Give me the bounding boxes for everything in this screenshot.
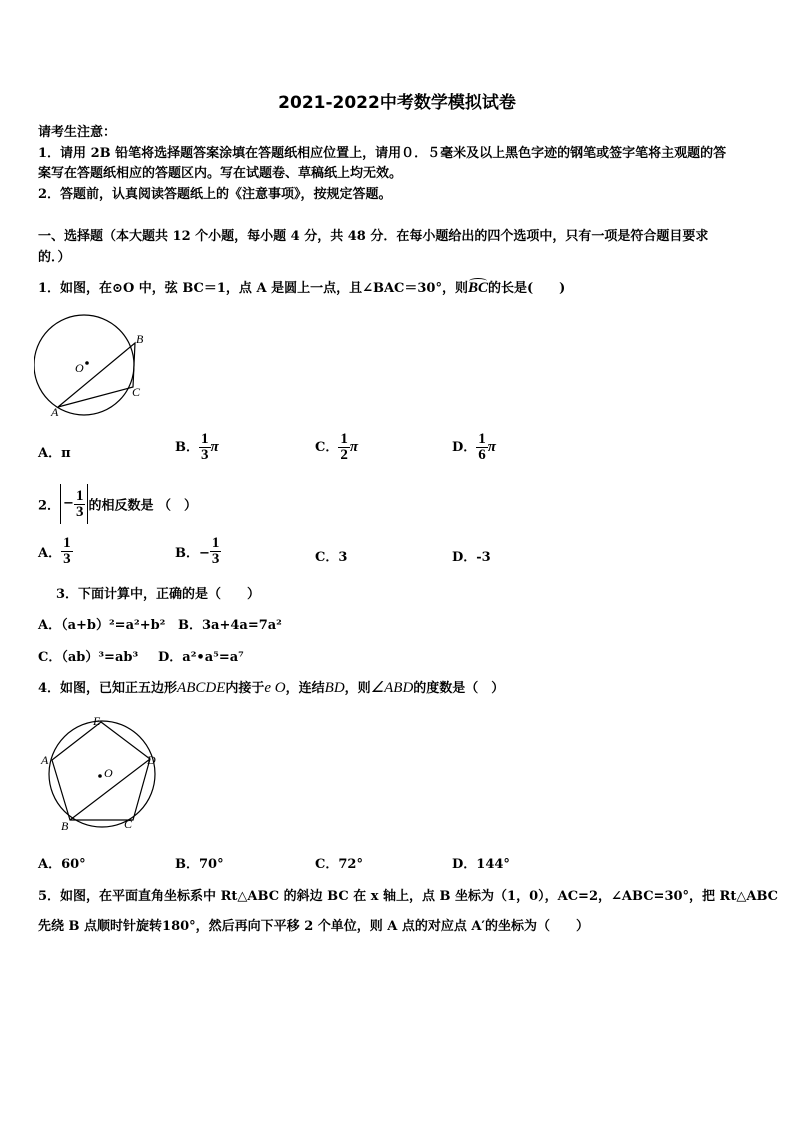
- q1-option-d-den: 6: [478, 447, 486, 463]
- q1-option-c-num: 1: [340, 431, 348, 447]
- q4-circle: [49, 721, 155, 827]
- q4-stem-a: 4．如图，已知正五边形: [38, 681, 178, 696]
- q1-option-d-pi: π: [487, 439, 496, 455]
- notice-line-2: 案写在答题纸相应的答题区内。写在试题卷、草稿纸上均无效。: [38, 166, 403, 181]
- q2-abs-sign: −: [63, 496, 74, 511]
- q4-label-c: C: [124, 817, 133, 831]
- q2-option-b-num: 1: [211, 535, 220, 551]
- q3-option-c: C．（ab）³=ab³: [38, 650, 139, 665]
- q2-option-a-num: 1: [63, 535, 71, 551]
- q1-option-c-prefix: C．: [315, 440, 339, 455]
- q4-stem-d: ，则: [344, 681, 371, 696]
- q1-option-b-prefix: B．: [175, 440, 199, 455]
- q4-stem-c: ，连结: [285, 681, 325, 696]
- q1-option-d-fraction: [476, 432, 488, 463]
- q3-option-b: B．3a+4a=7a²: [178, 618, 282, 633]
- q1-option-d: [452, 432, 496, 463]
- q1-option-c-den: 2: [340, 447, 348, 463]
- page-title: 2021-2022中考数学模拟试卷: [278, 93, 516, 113]
- q4-label-e: E: [93, 714, 101, 728]
- q2-prefix: 2．: [38, 498, 61, 514]
- q4-stem-b: 内接于: [225, 681, 265, 696]
- q2-fraction: [74, 489, 86, 520]
- q4-label-a: A: [41, 753, 49, 767]
- q4-angle-name: ∠ABD: [370, 680, 414, 696]
- q2-option-b-fraction: [210, 536, 222, 567]
- q1-option-d-prefix: D．: [452, 440, 477, 455]
- q4-label-d: D: [147, 753, 156, 767]
- q1-arc-label: BC: [467, 280, 488, 296]
- q4-center-point: [98, 774, 102, 778]
- q5-stem-line-1: 5．如图，在平面直角坐标系中 Rt△ABC 的斜边 BC 在 x 轴上，点 B 坐标为（1，0），AC=2，∠ABC=30°，把 Rt△ABC: [38, 889, 779, 904]
- q2-stem-end: 的相反数是 （ ）: [88, 498, 197, 514]
- q2-option-a-prefix: A．: [38, 546, 62, 561]
- q3-option-d: D．a²•a⁵=a⁷: [158, 650, 244, 665]
- notice-heading: 请考生注意：: [38, 125, 117, 140]
- q1-label-o: O: [75, 361, 84, 375]
- section-heading-line-1: 一、选择题（本大题共 12 个小题，每小题 4 分，共 48 分．在每小题给出的四个选项中，只有一项是符合题目要求: [38, 229, 709, 244]
- q1-option-b-fraction: [199, 432, 211, 463]
- q2-option-b-prefix: B．−: [175, 546, 210, 561]
- q1-option-d-num: 1: [478, 431, 486, 447]
- q1-option-b-den: 3: [201, 447, 209, 463]
- q1-stem-text: 1．如图，在⊙O 中，弦 BC＝1，点 A 是圆上一点，且∠BAC＝30°，则: [38, 281, 468, 296]
- q3-stem: 3．下面计算中，正确的是（ ）: [56, 587, 261, 602]
- notice-line-3: 2．答题前，认真阅读答题纸上的《注意事项》，按规定答题。: [38, 187, 392, 202]
- q2-option-a-fraction: [61, 536, 73, 567]
- q2-den: 3: [75, 503, 84, 520]
- q4-option-b: B．70°: [175, 857, 224, 872]
- q2-option-c: C．3: [315, 550, 348, 565]
- q4-segment-name: BD: [324, 680, 345, 696]
- q4-pentagon: [52, 722, 150, 820]
- q1-option-b-num: 1: [201, 431, 209, 447]
- q1-stem-end: 的长是( ): [488, 281, 566, 296]
- section-heading-line-2: 的．）: [38, 250, 71, 265]
- q4-polygon-name: ABCDE: [177, 680, 226, 696]
- q1-option-c-pi: π: [349, 439, 359, 455]
- q5-stem-line-2: 先绕 B 点顺时针旋转180°，然后再向下平移 2 个单位，则 A 点的对应点 A′的坐标为（ ）: [38, 919, 589, 934]
- q1-option-b: [175, 432, 219, 463]
- q1-circle-figure: [34, 310, 154, 422]
- q1-triangle: [58, 343, 135, 407]
- q1-stem: [38, 277, 565, 297]
- q4-circle-name: e O: [264, 680, 286, 696]
- q2-stem: [38, 484, 197, 524]
- q1-arc: [468, 280, 488, 296]
- q2-num: 1: [75, 487, 84, 504]
- q4-option-d: D．144°: [452, 857, 510, 872]
- q1-option-c-fraction: [338, 432, 350, 463]
- q2-option-a-den: 3: [63, 551, 71, 567]
- q4-option-c: C．72°: [315, 857, 363, 872]
- q3-option-a: A．（a+b）²=a²+b²: [38, 618, 166, 633]
- q1-option-b-pi: π: [210, 439, 219, 455]
- q1-label-c: C: [132, 385, 141, 399]
- q4-pentagon-figure: [36, 712, 166, 832]
- arc-mark-icon: [469, 278, 487, 284]
- q4-stem: [38, 677, 504, 697]
- q4-option-a: A．60°: [38, 857, 86, 872]
- q2-option-b-den: 3: [211, 551, 220, 567]
- q1-center-point: [85, 361, 89, 365]
- notice-line-1: 1．请用 2B 铅笔将选择题答案涂填在答题纸相应位置上，请用０．５毫米及以上黑色字迹的钢笔或签字笔将主观题的答: [38, 146, 727, 161]
- q2-option-b: [175, 536, 221, 567]
- q1-label-a: A: [51, 405, 59, 419]
- q4-label-o: O: [104, 766, 113, 780]
- q2-option-d: D．-3: [452, 550, 491, 565]
- q2-option-a: [38, 536, 73, 567]
- q1-option-a: A．π: [38, 446, 71, 461]
- q4-label-b: B: [61, 819, 69, 832]
- q4-stem-e: 的度数是（ ）: [413, 681, 505, 696]
- q1-option-c: [315, 432, 358, 463]
- q1-label-b: B: [136, 332, 144, 346]
- q2-absolute-value: [60, 484, 88, 524]
